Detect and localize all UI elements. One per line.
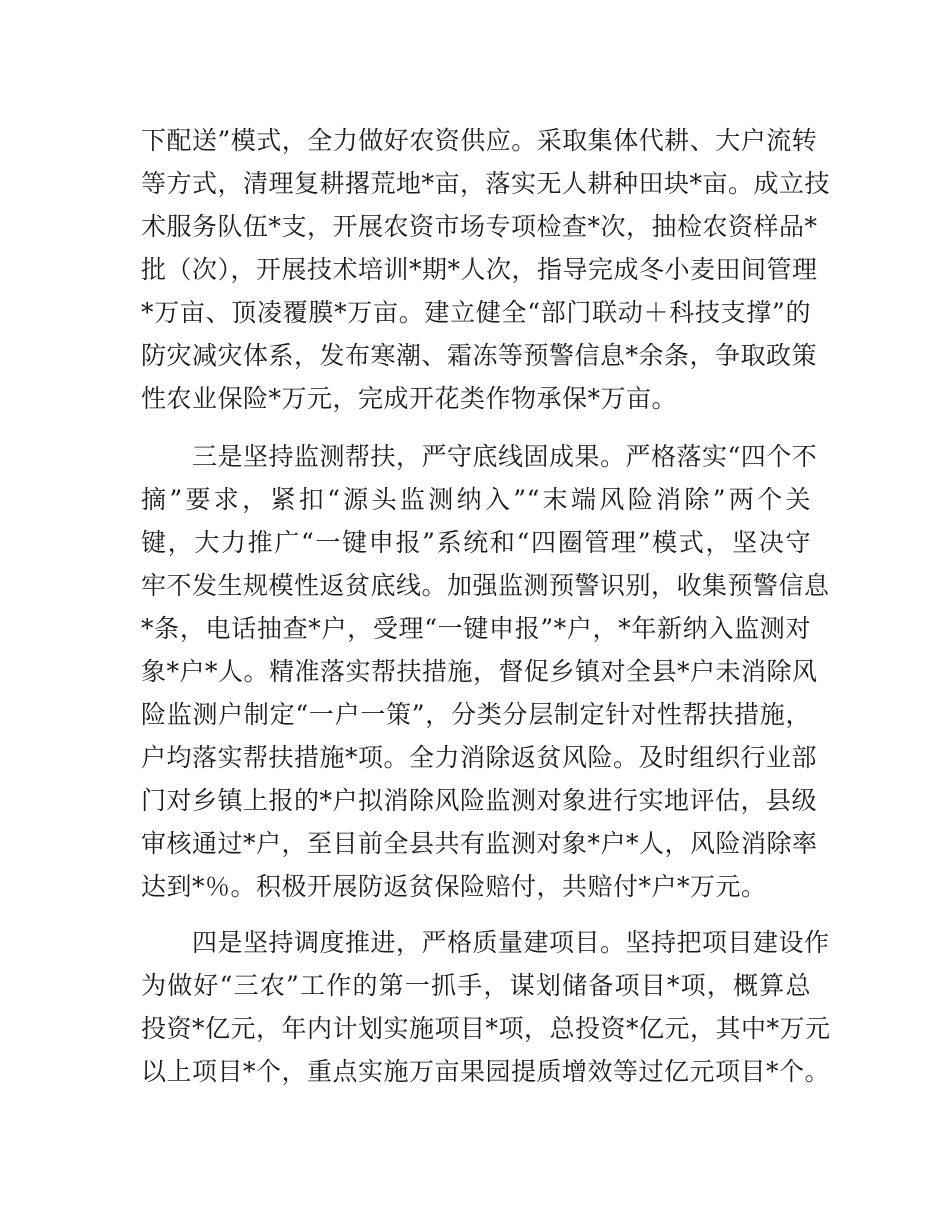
text-line: 等方式，清理复耕撂荒地*亩，落实无人耕种田块*亩。成立技 <box>141 169 831 198</box>
paragraph-agricultural-supply <box>141 119 831 420</box>
text-line: 险监测户制定“一户一策”，分类分层制定针对性帮扶措施， <box>141 700 811 729</box>
text-line: 审核通过*户，至目前全县共有监测对象*户*人，风险消除率 <box>141 829 818 858</box>
text-line: *条，电话抽查*户，受理“一键申报”*户，*年新纳入监测对 <box>141 614 811 643</box>
paragraph-project-construction <box>141 921 831 1093</box>
text-line: 摘”要求，紧扣“源头监测纳入”“末端风险消除”两个关 <box>141 485 811 514</box>
text-line: 四是坚持调度推进，严格质量建项目。坚持把项目建设作 <box>192 928 830 957</box>
text-line: 三是坚持监测帮扶，严守底线固成果。严格落实“四个不 <box>192 442 818 471</box>
text-line: 批（次），开展技术培训*期*人次，指导完成冬小麦田间管理 <box>141 255 818 284</box>
paragraph-monitoring-assistance <box>141 435 830 908</box>
text-line: 象*户*人。精准落实帮扶措施，督促乡镇对全县*户未消除风 <box>141 657 818 686</box>
text-line: 户均落实帮扶措施*项。全力消除返贫风险。及时组织行业部 <box>141 743 818 772</box>
text-line: 防灾减灾体系，发布寒潮、霜冻等预警信息*余条，争取政策 <box>141 341 818 370</box>
text-line: 为做好“三农”工作的第一抓手，谋划储备项目*项，概算总 <box>141 971 811 1000</box>
text-line: 门对乡镇上报的*户拟消除风险监测对象进行实地评估，县级 <box>141 786 818 815</box>
text-line: 键，大力推广“一键申报”系统和“四圈管理”模式，坚决守 <box>141 528 811 557</box>
text-line: *万亩、顶凌覆膜*万亩。建立健全“部门联动＋科技支撑”的 <box>141 298 811 327</box>
text-line: 牢不发生规模性返贫底线。加强监测预警识别，收集预警信息 <box>141 571 830 600</box>
text-line: 下配送”模式，全力做好农资供应。采取集体代耕、大户流转 <box>141 126 818 155</box>
text-line: 以上项目*个，重点实施万亩果园提质增效等过亿元项目*个。 <box>141 1057 831 1086</box>
text-line: 性农业保险*万元，完成开花类作物承保*万亩。 <box>141 384 678 413</box>
text-line: 术服务队伍*支，开展农资市场专项检查*次，抽检农资样品* <box>141 212 818 241</box>
text-line: 达到*％。积极开展防返贫保险赔付，共赔付*户*万元。 <box>141 872 767 901</box>
text-line: 投资*亿元，年内计划实施项目*项，总投资*亿元，其中*万元 <box>141 1014 831 1043</box>
